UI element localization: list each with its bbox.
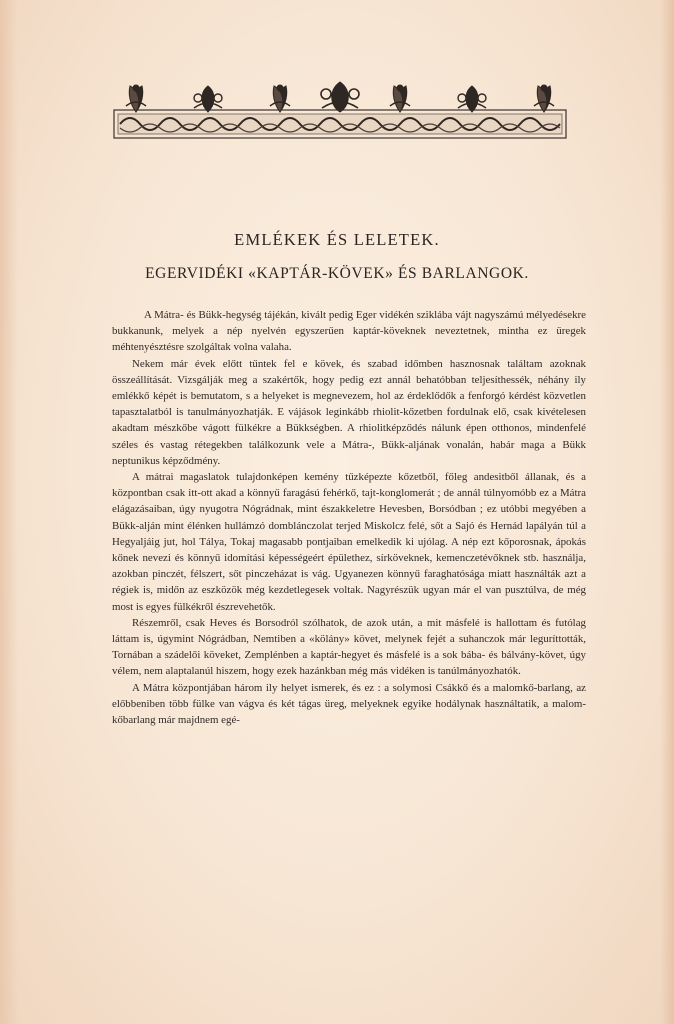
main-title: EMLÉKEK ÉS LELETEK. [234, 230, 440, 249]
page-edge-left [0, 0, 18, 1024]
paragraph-2: Nekem már évek előtt tűntek fel e kövek, és szabad időmben hasznosnak találtam azoknak összeállítását. Vizsgálják meg a szakértők, hogy pedig ezt annál behatóbban teljesíthessék, néhány ily emlékkő képét is bemutatom, s a helyeket is megnevezem, hol az érdeklődők a fenforgó kérdést közvetlen tapasztalatból is tanulmányozhatják. E vájások leginkább rhiolit-kőzetben fordulnak elő, csak kivételesen akadtam mészkőbe vágott fülkékre a Bükkségben. A rhiolitképződés nálunk épen otthonos, mindenfelé széles és vastag rétegekben találkozunk vele a Mátra-, Bükk-aljának vonalán, habár maga a Bükk neptunikus képződmény. [112, 357, 586, 467]
paragraph-5: A Mátra központjában három ily helyet ismerek, és ez : a solymosi Csákkő és a malomkő-barlang, az előbbeniben több fülke van vágva és két tágas üreg, melyeknek egyike hodálynak használtatik, a malom-kőbarlang már majdnem egé- [112, 681, 586, 727]
paragraph-3: A mátrai magaslatok tulajdonképen kemény tűzképezte kőzetből, főleg andesitből állanak, és a központban csak itt-ott akad a könnyű faragású fehérkő, tajt-konglomerát ; de annál túlnyomóbb ez a Mátra elágazásaiban, úgy nyugotra Nógrádnak, mint északkeletre Hevesben, Borsódban ; ez utóbbi megyében a Bükk-alján mint élénken hullámzó domblánczolat terjed Miskolcz felé, sőt a Sajó és Hernád lapályán túl a Hegyaljáig jut, hol Tálya, Tokaj magasabb pontjaiban emelkedik ki ujólag. A nép ezt kőporosnak, ápokás kőnek nevezi és könnyű idomítási képességeért épülethez, sírköveknek, kemenczetévőknek stb. használja, azokban pinczét, félszert, sőt pinczeházat is vág. Ugyanezen könnyű faraghatósága miatt használták azt a régiek is, midőn az eszközök még kezdetlegesek voltak. Nagyrészük ugyan már el van pusztúlva, de még most is egyes fülkékről észrevehetők. [112, 471, 586, 613]
paragraph-4: Részemről, csak Heves és Borsodról szólhatok, de azok után, a mit másfelé is hallottam és futólag láttam is, úgymint Nógrádban, Nemtiben a «kölány» követ, melynek fejét a suhanczok már leguríttották, Tornában a szádelői köveket, Zemplénben a kaptár-hegyet és másfelé is a sok bába- és bálvány-követ, úgy vélem, nem alaptalanúl hiszem, hogy ezek hazánkban még más vidéken is tanúlmányozhatók. [112, 616, 586, 678]
article-body [112, 307, 586, 728]
paragraph-1: A Mátra- és Bükk-hegység tájékán, kivált pedig Eger vidékén sziklába vájt nagyszámú mélyedésekre bukkanunk, melyek a nép nyelvén egyszerűen kaptár-köveknek neveztetnek, mintha ez üregek méhtenyésztésre szolgáltak volna valaha. [112, 309, 586, 354]
article-title: EGERVIDÉKI «KAPTÁR-KÖVEK» ÉS BARLANGOK. [145, 265, 529, 282]
page-edge-right [660, 0, 674, 1024]
decorative-headpiece [112, 80, 568, 150]
